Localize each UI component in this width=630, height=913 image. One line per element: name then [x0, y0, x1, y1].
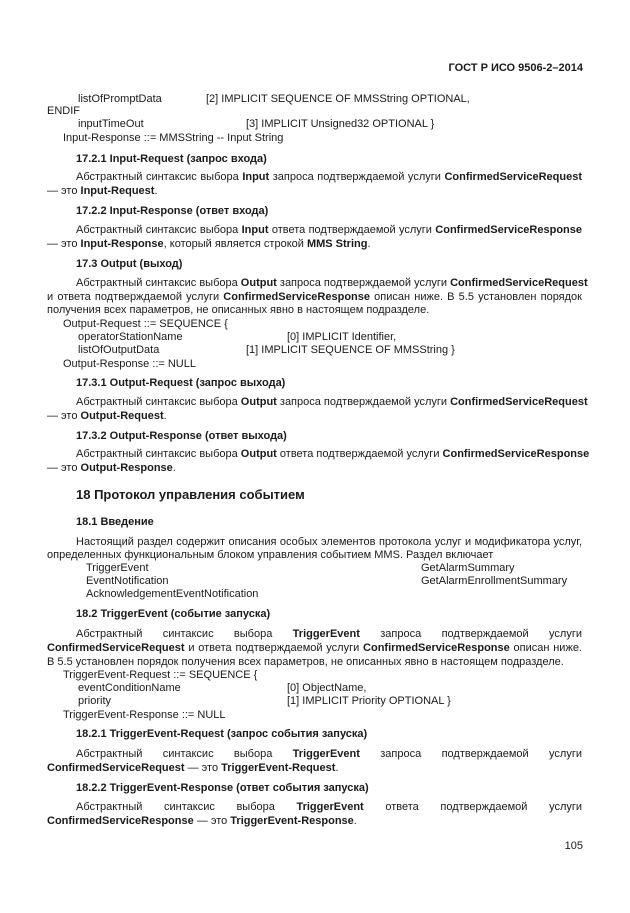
list-item: TriggerEvent	[86, 562, 149, 574]
chapter-heading: 18 Протокол управления событием	[76, 487, 305, 502]
section-heading: 17.2.1 Input-Request (запрос входа)	[76, 153, 267, 165]
code-line: listOfOutputData	[78, 344, 160, 356]
paragraph-line: Абстрактный синтаксис выбора Output запроса подтверждаемой услуги ConfirmedServiceRequest	[76, 396, 588, 408]
paragraph-line: Абстрактный синтаксис выбора TriggerEvent запроса подтверждаемой услуги	[76, 628, 582, 640]
code-line: [0] IMPLICIT Identifier,	[287, 331, 397, 343]
paragraph-line: Абстрактный синтаксис выбора Input ответа подтверждаемой услуги ConfirmedServiceResponse	[76, 224, 582, 236]
paragraph-line: и ответа подтверждаемой услуги ConfirmedServiceResponse описан ниже. В 5.5 установлен порядок	[47, 291, 582, 303]
paragraph-line: — это Input-Response, который является строкой MMS String.	[47, 238, 371, 250]
section-heading: 18.2.2 TriggerEvent-Response (ответ события запуска)	[76, 782, 369, 794]
paragraph-line: ConfirmedServiceRequest — это TriggerEvent-Request.	[47, 762, 339, 774]
document-header: ГОСТ Р ИСО 9506-2–2014	[448, 62, 583, 74]
code-line: TriggerEvent-Request ::= SEQUENCE {	[63, 669, 258, 681]
section-heading: 17.3.1 Output-Request (запрос выхода)	[76, 377, 286, 389]
section-heading: 18.2.1 TriggerEvent-Request (запрос события запуска)	[76, 728, 368, 740]
code-line: [0] ObjectName,	[287, 682, 367, 694]
section-heading: 17.3.2 Output-Response (ответ выхода)	[76, 430, 287, 442]
code-line: [1] IMPLICIT SEQUENCE OF MMSString }	[246, 344, 455, 356]
paragraph-line: Абстрактный синтаксис выбора TriggerEvent запроса подтверждаемой услуги	[76, 748, 582, 760]
list-item: GetAlarmEnrollmentSummary	[421, 575, 568, 587]
code-line: inputTimeOut	[78, 118, 144, 130]
paragraph-line: получения всех параметров, не описанных явно в настоящем подразделе.	[47, 304, 430, 316]
code-line: Output-Request ::= SEQUENCE {	[63, 318, 228, 330]
paragraph-line: Абстрактный синтаксис выбора Output запроса подтверждаемой услуги ConfirmedServiceRequest	[76, 277, 588, 289]
paragraph-line: Настоящий раздел содержит описания особых элементов протокола услуг и модификатора услуг,	[76, 536, 582, 548]
section-heading: 18.1 Введение	[76, 516, 154, 528]
paragraph-line: В 5.5 установлен порядок получения всех параметров, не описанных явно в настоящем подразделе.	[47, 656, 564, 668]
paragraph-line: Абстрактный синтаксис выбора TriggerEvent ответа подтверждаемой услуги	[76, 801, 583, 813]
paragraph-line: Абстрактный синтаксис выбора Input запроса подтверждаемой услуги ConfirmedServiceRequest	[76, 171, 582, 183]
list-item: AcknowledgementEventNotification	[86, 588, 259, 600]
code-line: ENDIF	[47, 105, 80, 117]
paragraph-line: Абстрактный синтаксис выбора Output ответа подтверждаемой услуги ConfirmedServiceResponse	[76, 448, 590, 460]
list-item: EventNotification	[86, 575, 169, 587]
paragraph-line: — это Input-Request.	[47, 185, 158, 197]
code-line: priority	[78, 695, 112, 707]
section-heading: 17.2.2 Input-Response (ответ входа)	[76, 205, 269, 217]
code-line: [2] IMPLICIT SEQUENCE OF MMSString OPTIONAL,	[206, 93, 470, 105]
paragraph-line: — это Output-Response.	[47, 462, 176, 474]
code-line: listOfPromptData	[78, 93, 162, 105]
code-line: eventConditionName	[78, 682, 181, 694]
page-number: 105	[564, 840, 583, 852]
section-heading: 18.2 TriggerEvent (событие запуска)	[76, 608, 271, 620]
list-item: GetAlarmSummary	[421, 562, 515, 574]
code-line: Input-Response ::= MMSString -- Input String	[63, 132, 284, 144]
section-heading: 17.3 Output (выход)	[76, 258, 183, 270]
code-line: [3] IMPLICIT Unsigned32 OPTIONAL }	[246, 118, 435, 130]
paragraph-line: определенных функциональным блоком управления событием MMS. Раздел включает	[47, 549, 494, 561]
code-line: Output-Response ::= NULL	[63, 358, 196, 370]
paragraph-line: ConfirmedServiceRequest и ответа подтверждаемой услуги ConfirmedServiceResponse описан ниже.	[47, 642, 582, 654]
code-line: [1] IMPLICIT Priority OPTIONAL }	[287, 695, 451, 707]
paragraph-line: — это Output-Request.	[47, 410, 167, 422]
paragraph-line: ConfirmedServiceResponse — это TriggerEvent-Response.	[47, 815, 357, 827]
code-line: TriggerEvent-Response ::= NULL	[63, 709, 226, 721]
code-line: operatorStationName	[78, 331, 183, 343]
